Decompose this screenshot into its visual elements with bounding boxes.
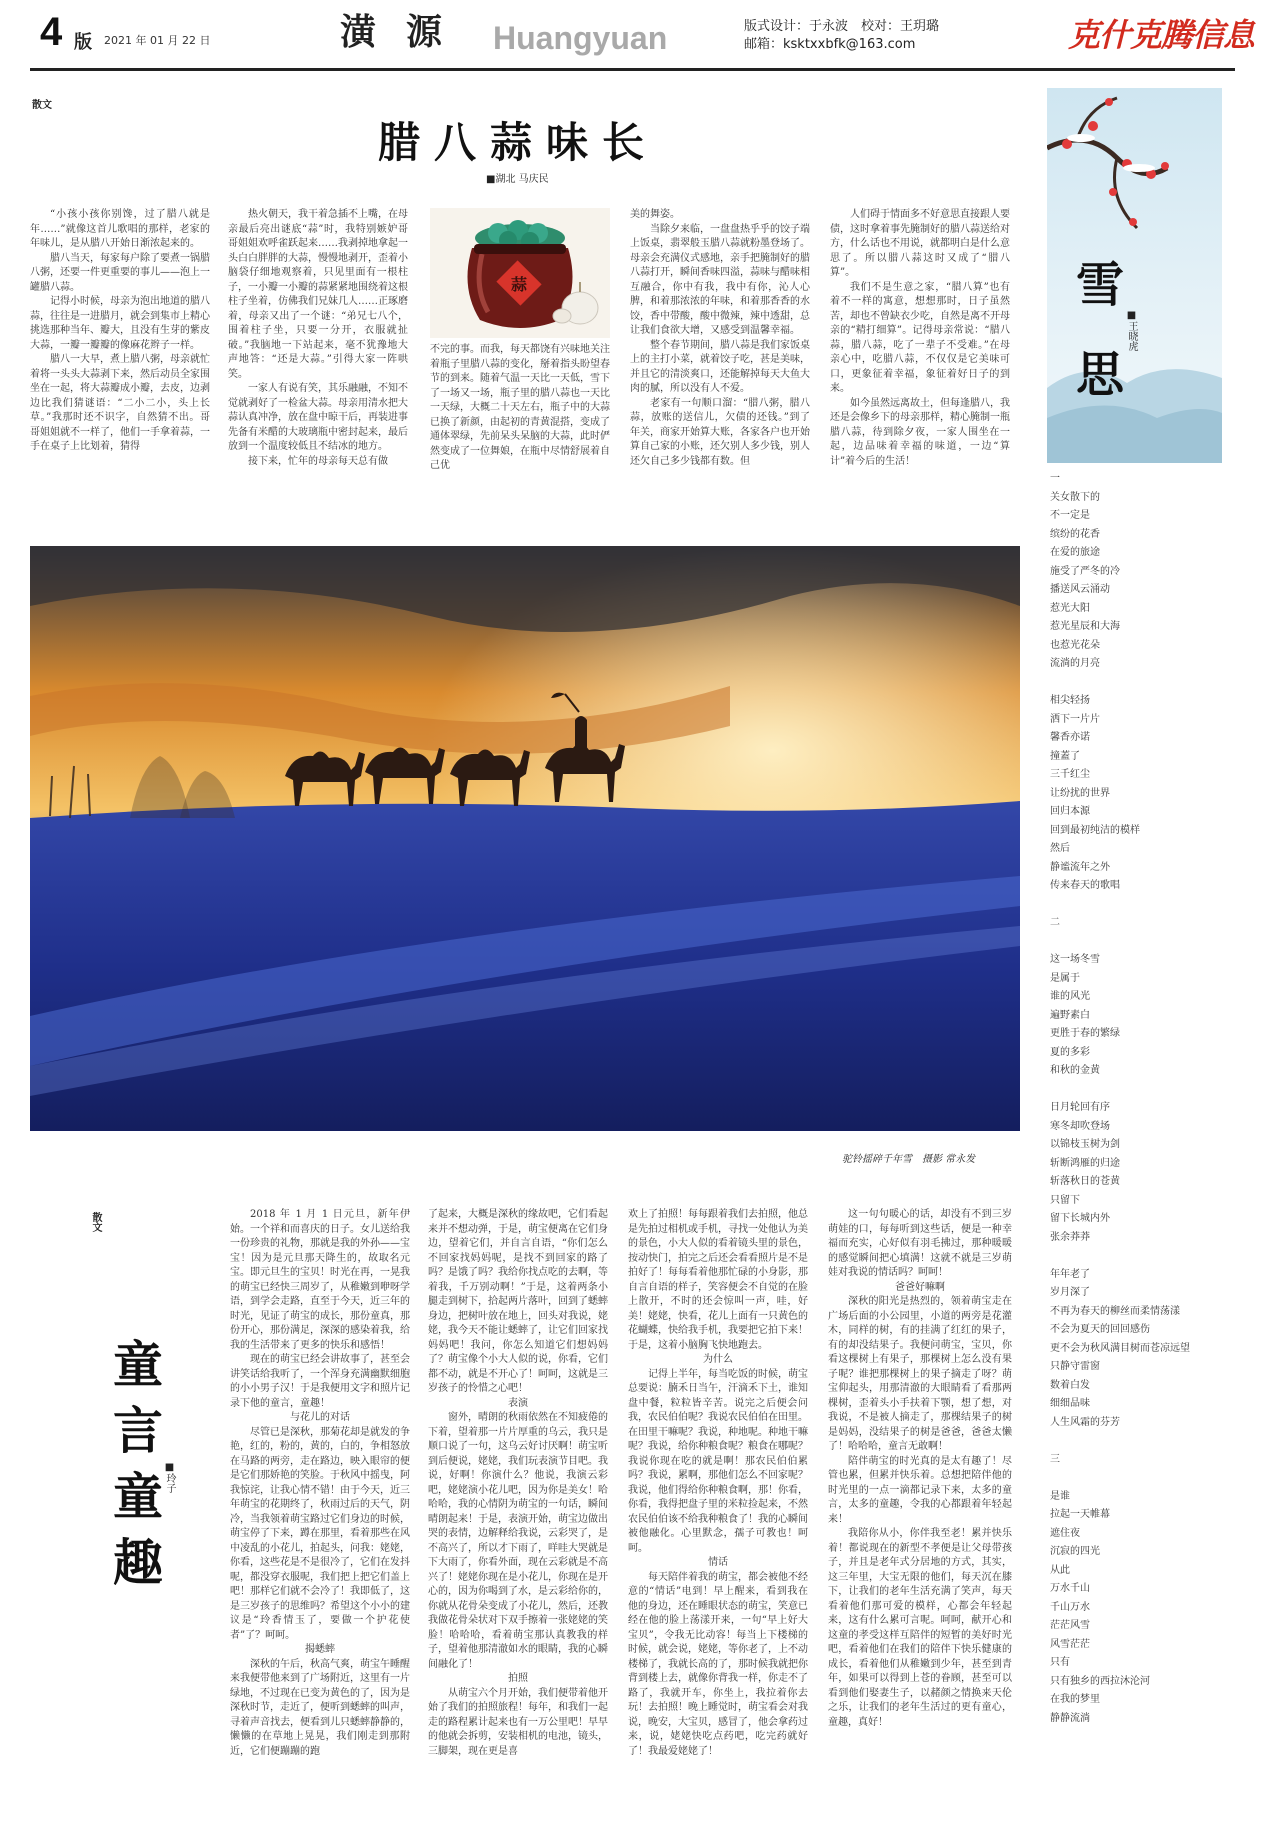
paragraph: 陪伴萌宝的时光真的是太有趣了！尽管也累，但累并快乐着。总想把陪伴他的时光里的一点一滴都记录下来，太多的童言，太多的童趣，令我的心都跟着年轻起来！ xyxy=(828,1455,1012,1525)
paragraph: 记得小时候，母亲为泡出地道的腊八蒜，往往是一进腊月，就会到集市上精心挑选那种当年、瓣大，且没有生芽的紫皮大蒜，一瓣一瓣瓣的像麻花辫子一样。 xyxy=(30,296,210,351)
poem-line: 遍野素白 xyxy=(1050,1009,1090,1021)
paragraph: 这一句句暖心的话，却没有不到三岁萌娃的口，每每听到这些话，便是一种幸福而充实，心好似有羽毛拂过，那种暖暖的感觉瞬间把心填满！这就不就是三岁萌娃对我说的情话吗？呵呵！ xyxy=(828,1209,1012,1278)
email-line: 邮箱：ksktxxbfk@163.com xyxy=(744,37,916,52)
poem-line: 在爱的旅途 xyxy=(1050,547,1100,558)
newspaper-logo: 克什克腾信息 xyxy=(1068,16,1255,54)
article2-title: 童言童趣 xyxy=(105,1338,164,1602)
subheading: 揭蟋蟀 xyxy=(305,1644,335,1655)
poem-line: 夏的多彩 xyxy=(1050,1046,1090,1058)
poem-line: 不一定是 xyxy=(1050,510,1090,521)
poem-line: 也惹光花朵 xyxy=(1050,639,1100,651)
photo-caption: 驼铃摇碎千年雪 摄影 常永发 xyxy=(842,1154,976,1165)
section-marker: 三 xyxy=(1050,1453,1060,1465)
paragraph: 窗外，晴朗的秋雨依然在不知疲倦的下着，望着那一片片厚重的乌云，我只是顺口说了一句，这乌云好讨厌啊！萌宝听到后便说，姥姥，我们玩表演节目吧。我说，好啊！你演什么？他说，我演云彩吧，姥姥演小花儿吧，因为你是美女！哈哈哈，我的心情阴为萌宝的一句话，瞬间晴朗起来！于是，表演开始，萌宝边做出哭的表情，边解释给我说，云彩哭了，是不高兴了，所以才下雨了，咩哇大哭就是下大雨了，你看外面，现在云彩就是不高兴了！姥姥你现在是小花儿，你现在是开心的，因为你喝到了水，是云彩给你的，你就从花骨朵变成了小花儿，然后，还教我做花骨朵状对下双手擦着一张姥姥的笑脸！哈哈哈，看着萌宝那认真教我的样子，望着他那清澈如水的眼睛，我的心瞬间融化了！ xyxy=(428,1412,608,1670)
paragraph: “小孩小孩你别馋，过了腊八就是年……”就像这首儿歌唱的那样，老家的年味儿，是从腊八开始日渐浓起来的。 xyxy=(30,209,210,249)
poem-line: 回归本源 xyxy=(1050,806,1090,817)
article2-col2 xyxy=(428,1208,608,1808)
paragraph: 尽管已是深秋，那菊花却是就发的争艳，红的，粉的，黄的，白的，争相怒放在马路的两旁，走在路边，映入眼帘的便是它们那娇艳的笑脸。于秋风中摇曳，阿我惊诧，让我心情不错！由于今天，近三年萌宝的花期终了，秋雨过后的天气，阴冷，当我领着萌宝路过它们身边的时候，萌宝停了下来，蹲在那里，看着那些在风中凌乱的小花儿，拍起头，问我：姥姥，你看，这些花是不是很冷了，它们在发抖呢，都没穿衣服呢，我们把上把它们盖上吧！那样它们就不会冷了！我即低了，这是三岁孩子的思维吗？希望这个小小的建议是“玲香情玉了，要做一个护花使者”了？呵呵。 xyxy=(230,1426,410,1641)
svg-text:蒜: 蒜 xyxy=(510,275,528,294)
section-title: 潢源 xyxy=(340,11,473,53)
paragraph: 每天陪伴着我的萌宝，都会被他不经意的“情话”电到！早上醒来，看到我在他的身边，还在睡眼状态的萌宝，笑意已经在他的脸上荡漾开来，一句“早上好大宝贝”，令我无比动容！每当上下楼梯的时候，就会说，姥姥，等你老了，上不动楼梯了，我就长高的了，那时候我就把你背到楼上去，就像你背我一样，你走不了路了，我就开车，你坐上，我拉着你去玩！去拍照！晚上睡觉时，萌宝看会对我说，晚安，大宝贝，感冒了，他会拿药过来，说，姥姥快吃点药吧，吃完药就好了！我最爱姥姥了！ xyxy=(628,1571,808,1757)
poem-line: 洒下一片片 xyxy=(1050,713,1100,725)
article1-col2 xyxy=(228,208,408,493)
section-title-en: Huangyuan xyxy=(493,20,668,56)
article2-tag: 散文 xyxy=(90,1212,101,1232)
article1-tag: 散文 xyxy=(32,100,52,111)
poem-line: 谁的风光 xyxy=(1050,991,1090,1002)
paragraph: 人们碍于情面多不好意思直接跟人要债，这时拿着事先腌制好的腊八蒜送给对方，什么话也不用说，就都明白是什么意思了。所以腊八蒜这时又成了“腊八算”。 xyxy=(830,209,1010,278)
poem-line: 细细品味 xyxy=(1050,1398,1090,1409)
article1-col3 xyxy=(430,343,610,493)
poem-line: 留下长城内外 xyxy=(1050,1213,1110,1224)
poem-line: 让纷扰的世界 xyxy=(1050,787,1110,799)
subheading: 为什么 xyxy=(703,1354,733,1365)
poem-line: 惹光星辰和大海 xyxy=(1050,621,1120,632)
poem-line: 斩落秋日的苍黄 xyxy=(1050,1176,1120,1187)
article2-author: ■玲子 xyxy=(164,1462,175,1493)
paragraph: 2018 年 1 月 1 日元旦，新年伊始。一个祥和而喜庆的日子。女儿送给我一份珍贵的礼物，那就是我的外孙——宝宝！因为是元旦那天降生的，故取名元宝。即元旦生的宝贝！时光在再，一晃我的萌宝已经快三周岁了，从稚嫩到咿呀学语，到学会走路，直至于今天，近三年的时光，见证了萌宝的成长，那份童真，那份开心，那份满足，深深的感染着我，给我的生活带来了更多的快乐和感悟！ xyxy=(230,1209,410,1351)
subheading: 与花儿的对话 xyxy=(290,1412,350,1423)
paragraph: 美的舞姿。 xyxy=(630,209,680,220)
poem-line: 缤纷的花香 xyxy=(1050,528,1100,540)
garlic-jar-icon xyxy=(430,208,610,338)
poem-line: 只静守雷窗 xyxy=(1050,1361,1100,1372)
paragraph: 腊八一大早，煮上腊八粥，母亲就忙着将一头头大蒜剥下来，然后动员全家围坐在一起，将大蒜瓣成小瓣，去皮，边剥边比我们猜谜语：“二小二小，头上长草。”我那时还不识字，自然猜不出。哥哥姐姐就不一样了，他们一手拿着蒜，一手在桌子上比划着，猜得 xyxy=(30,354,210,452)
subheading: 表演 xyxy=(508,1397,528,1409)
poem-line: 张余莽莽 xyxy=(1050,1231,1090,1243)
paragraph: 深秋的午后，秋高气爽，萌宝午睡醒来我便带他来到了广场附近，这里有一片绿地，不过现在已变为黄色的了，因为是深秋时节，走近了，便听到蟋蟀的叫声，寻着声音找去，便看到儿只蟋蟀静静的，懒懒的在草地上晃晃，我们刚走到那附近，它们便蹦蹦的跑 xyxy=(230,1658,410,1757)
issue-date: 2021 年 01 月 22 日 xyxy=(104,34,211,47)
camel-caravan-image xyxy=(30,546,1020,1131)
poem-line: 关女散下的 xyxy=(1050,491,1100,503)
poem-line: 静静流淌 xyxy=(1050,1712,1090,1724)
poem-line: 施受了严冬的冷 xyxy=(1050,565,1120,577)
poem-line: 三千红尘 xyxy=(1050,769,1090,780)
poem-line: 拉起一天帷幕 xyxy=(1050,1509,1110,1520)
garlic-jar-illustration xyxy=(430,208,610,338)
poem-line: 沉寂的四光 xyxy=(1050,1546,1100,1557)
poem-line: 以锦枝玉树为剑 xyxy=(1050,1139,1120,1150)
poem-line: 相尖轻扬 xyxy=(1050,695,1090,706)
poem-line: 传来春天的歌唱 xyxy=(1050,880,1120,891)
poem-line: 从此 xyxy=(1050,1564,1070,1576)
paragraph: 如今虽然远离故土，但每逢腊八，我还是会像乡下的母亲那样，精心腌制一瓶腊八蒜，待到除夕夜，一家人围坐在一起，边品味着幸福的味道，一边“算计”着今后的生活！ xyxy=(830,397,1010,467)
paragraph: 腊八当天，每家每户除了要煮一锅腊八粥，还要一件更重要的事儿——泡上一罐腊八蒜。 xyxy=(30,252,210,293)
paragraph: 从萌宝六个月开始，我们便带着他开始了我们的拍照旅程！每年，和我们一起走的路程累计起来也有一万公里吧！早早的他就会拆剪，安装相机的电池，镜头，三脚架，现在更是喜 xyxy=(428,1687,608,1757)
poem-line: 是谁 xyxy=(1050,1490,1070,1502)
article1-col4 xyxy=(630,208,810,493)
article1-col5 xyxy=(830,208,1010,493)
poem-line: 更不会为秋风满目树而苍凉远望 xyxy=(1050,1342,1190,1354)
poem-line: 是属于 xyxy=(1050,972,1080,984)
poem-line: 这一场冬雪 xyxy=(1050,954,1100,965)
subheading: 拍照 xyxy=(508,1673,528,1684)
paragraph: 我陪你从小，你伴我至老！累并快乐着！都说现在的新型不孝便是让父母带孩子，并且是老年式分居地的方式，其实，这三年里，大宝无限的他们，每天沉在膝下，让我们的老年生活充满了笑声，每天看着他们那可爱的模样，心都会年轻起来，这有什么累可言呢。呵呵，献开心和这童的孝受这样互陪伴的短暂的美好时光吧，看着他们在我们的陪伴下快乐健康的成长，看着他们从稚嫩到少年，甚至到青年，如果可以得到上苍的眷顾，甚至可以看到他们娶妻生子，以赭颜之情换来天伦之乐，让我们的老年生活过的更有童心，童趣，真好！ xyxy=(828,1528,1012,1728)
poem-line: 回到最初纯洁的模样 xyxy=(1050,824,1140,836)
poem-line: 数着白发 xyxy=(1050,1379,1090,1391)
paragraph: 一家人有说有笑，其乐融融，不知不觉就剥好了一检盆大蒜。母亲用清水把大蒜认真冲净，放在盘中晾干后，再装进事先备有米醋的大玻璃瓶中密封起来，最后放到一个温度较低且不结冰的地方。 xyxy=(228,383,408,452)
poem-line: 万水千山 xyxy=(1050,1583,1090,1594)
poem-line: 只有独乡的西拉沐沦河 xyxy=(1050,1675,1150,1687)
paragraph: 老家有一句顺口溜：“腊八粥，腊八蒜，放账的送信儿，欠债的还钱。”到了年关，商家开始算大账，各家各户也开始算自己家的小账，还欠别人多少钱，别人还欠自己多少钱都有数。但 xyxy=(630,397,810,467)
paragraph: 深秋的阳光是热烈的，领着萌宝走在广场后面的小公园里，小道的两旁是花灌木，同样的树，有的挂满了红红的果子，有的却没结果子。我便问萌宝，宝贝，你看这棵树上有果子，那棵树上怎么没有果子呢？谁把那棵树上的果子摘走了呀？萌宝仰起头，用那清澈的大眼睛看了看那两棵树，歪着头小手扶着下颚，想了想，对我说，不是被人摘走了，那棵结果子的树是妈妈，没结果子的树是爸爸，爸爸太懒了！哈哈哈，童言无敢啊！ xyxy=(828,1296,1012,1452)
article2-col3 xyxy=(628,1208,808,1808)
poem-line: 人生风霜的芬芳 xyxy=(1050,1416,1120,1428)
poem-line: 只留下 xyxy=(1050,1194,1080,1206)
poem-line: 遮住夜 xyxy=(1050,1527,1080,1539)
poem-line: 然后 xyxy=(1050,843,1070,854)
paragraph: 现在的萌宝已经会讲故事了，甚至会讲笑话给我听了，一个浑身充满幽默细胞的小小男子汉！于是我便用文字和照片记录下他的童言，童趣！ xyxy=(230,1354,410,1409)
paragraph: 热火朝天，我干着急插不上嘴，在母亲最后亮出谜底“蒜”时，我特别嫉妒哥哥姐姐欢呼雀跃起来……我剥掉地拿起一头白白胖胖的大蒜，慢慢地剥开，歪着小脑袋仔细地观察着，只见里面有一根柱子，一小瓣一小瓣的蒜紧紧地围绕着这根柱子坐着，仿佛我们兄妹几人……正琢磨着，母亲又出了一个谜：“弟兄七八个，围着柱子坐，只要一分开，衣服就扯破。”我脑地一下站起来，毫不犹豫地大声地答：“还是大蒜。”引得大家一阵哄笑。 xyxy=(228,209,408,380)
paragraph: 欢上了拍照！每每跟着我们去拍照，他总是先拍过相机或手机，寻找一处他认为美的景色，小大人似的看着镜头里的景色，按动快门，拍完之后还会看看照片是不是拍好了！每每看着他那忙碌的小身影，那自言自语的样子，笑容便会不自觉的在脸上散开，不时的还会惊叫一声，哇，好美！姥姥，快看，花儿上面有一只黄色的花蝴蝶，快给我手机，我要把它拍下来！于是，这着小脑胸飞快地跑去。 xyxy=(628,1209,808,1351)
poem-line: 在我的梦里 xyxy=(1050,1694,1100,1705)
poem-line: 撞蓋了 xyxy=(1050,750,1080,762)
page-unit: 版 xyxy=(74,32,92,53)
poem-line: 千山万水 xyxy=(1050,1601,1090,1613)
camel-caravan-photo xyxy=(30,546,1020,1131)
poem-line: 风雪茫茫 xyxy=(1050,1638,1090,1650)
paragraph: 整个春节期间，腊八蒜是我们家饭桌上的主打小菜，就着饺子吃，甚是美味，并且它的清淡爽口，还能解掉每天大鱼大肉的腻，所以没有人不爱。 xyxy=(630,339,810,394)
paragraph: 不完的事。而我，每天都饶有兴味地关注着瓶子里腊八蒜的变化，掰着指头盼望春节的到来。随着气温一天比一天低，雪下了一场又一场，瓶子里的腊八蒜也一天比一天绿，大概二十天左右，瓶子中的大蒜已换了新颜，由起初的青黄混搭，变成了通体翠绿，先前呆头呆脑的大蒜，此时俨然变成了一位舞娘，在瓶中尽情舒展着自己优 xyxy=(430,344,610,471)
poem-line: 更胜于春的繁绿 xyxy=(1050,1028,1120,1039)
article1-title: 腊八蒜味长 xyxy=(378,118,659,167)
poem-line: 馨香亦诺 xyxy=(1050,732,1090,743)
poem-body xyxy=(1050,470,1230,1728)
paragraph: 记得上半年，每当吃饭的时候，萌宝总要说：腩禾日当午，汗滴禾下土，谁知盘中餐，粒粒皆辛苦。说完之后便会问我，农民伯伯呢？我说农民伯伯在田里。在田里干嘛呢？我说，种地呢。种地干嘛呢？我说，给你种粮食呢？粮食在哪呢？我说你现在吃的就是啊！那农民伯伯累吗？我说，累啊，那他们怎么不回家呢？我说，他们得给你种粮食啊，那！你看，你看，我得把盘子里的米粒捡起来，不然农民伯伯该不给我种粮食了！我的心瞬间被他融化。心里默念，孺子可教也！呵呵。 xyxy=(628,1368,808,1554)
poem-author: ■王晓虎 xyxy=(1126,310,1137,351)
poem-line: 静谧流年之外 xyxy=(1050,861,1110,873)
article1-col1 xyxy=(30,208,210,493)
article2-col1 xyxy=(230,1208,410,1808)
poem-line: 不再为春天的柳丝而柔情荡漾 xyxy=(1050,1305,1180,1317)
page-number: 4 xyxy=(40,10,63,54)
poem-line: 和秋的金黄 xyxy=(1050,1065,1100,1076)
poem-line: 流淌的月亮 xyxy=(1050,658,1100,669)
poem-line: 斩断鸿雁的归途 xyxy=(1050,1157,1120,1169)
poem-line: 茫茫风雪 xyxy=(1050,1620,1090,1631)
paragraph: 接下来，忙年的母亲每天总有做 xyxy=(248,455,388,467)
article1-byline: ■湖北 马庆民 xyxy=(486,174,549,185)
poem-line: 日月轮回有序 xyxy=(1050,1102,1110,1113)
editor-info xyxy=(744,18,939,54)
section-marker: 二 xyxy=(1050,917,1060,928)
section-marker: 一 xyxy=(1050,473,1060,484)
paragraph: 了起来，大概是深秋的缘故吧，它们看起来并不想动弹，于是，萌宝便离在它们身边，望着它们，并自言自语，“你们怎么不回家找妈妈呢，是找不到回家的路了吗？是饿了吗？我给你找点吃的去啊，等着我，千万别动啊！”于是，这着两条小腿走到树下，拾起两片落叶，回到了蟋蟀身边，把树叶放在地上，回头对我说，姥姥，我今天不能让蟋蟀了，让它们回家找妈妈吧！我问，你怎么知道它们想妈妈了？萌宝像个小大人似的说，你看，它们都不动，就是不开心了！呵呵，这就是三岁孩子的怜惜之心吧！ xyxy=(428,1209,608,1394)
poem-line: 寒冬却吹登场 xyxy=(1050,1120,1110,1132)
poem-line: 不会为夏天的回回感伤 xyxy=(1050,1324,1150,1335)
paragraph: 我们不是生意之家，“腊八算”也有着不一样的寓意，想想那时，日子虽然苦，却也不曾缺衣少吃，自然是离不开母亲的“精打细算”。记得母亲常说：“腊八蒜，腊八蒜，吃了一辈子不受难。”在母亲心中，吃腊八蒜，不仅仅是它美味可口，更象征着幸福，象征着好日子的到来。 xyxy=(830,281,1010,394)
subheading: 爸爸好嘛啊 xyxy=(895,1281,945,1293)
header-rule xyxy=(30,68,1235,71)
poem-line: 岁月深了 xyxy=(1050,1287,1090,1298)
article2-col4 xyxy=(828,1208,1012,1808)
subheading: 情话 xyxy=(708,1557,728,1568)
editor-line: 版式设计：于永波 校对：王玥璐 xyxy=(744,19,940,34)
poem-line: 惹光大阳 xyxy=(1050,602,1090,614)
poem-line: 播送风云涌动 xyxy=(1050,584,1110,595)
paragraph: 当除夕来临，一盘盘热乎乎的饺子端上饭桌，翡翠般玉腊八蒜就粉墨登场了。母亲会充满仪式感地，亲手把腌制好的腊八蒜打开，瞬间香味四溢，蒜味与醋味相互融合，你中有我，我中有你，沁人心脾，和着那浓浓的年味，和着那香香的水饺，香中带酸，酸中微辣，辣中透甜，总让我们食欲大增，又感受到温馨幸福。 xyxy=(630,223,810,336)
poem-line: 年年老了 xyxy=(1050,1268,1090,1280)
poem-line: 只有 xyxy=(1050,1657,1070,1668)
poem-title-text: 雪思 xyxy=(1076,257,1125,403)
